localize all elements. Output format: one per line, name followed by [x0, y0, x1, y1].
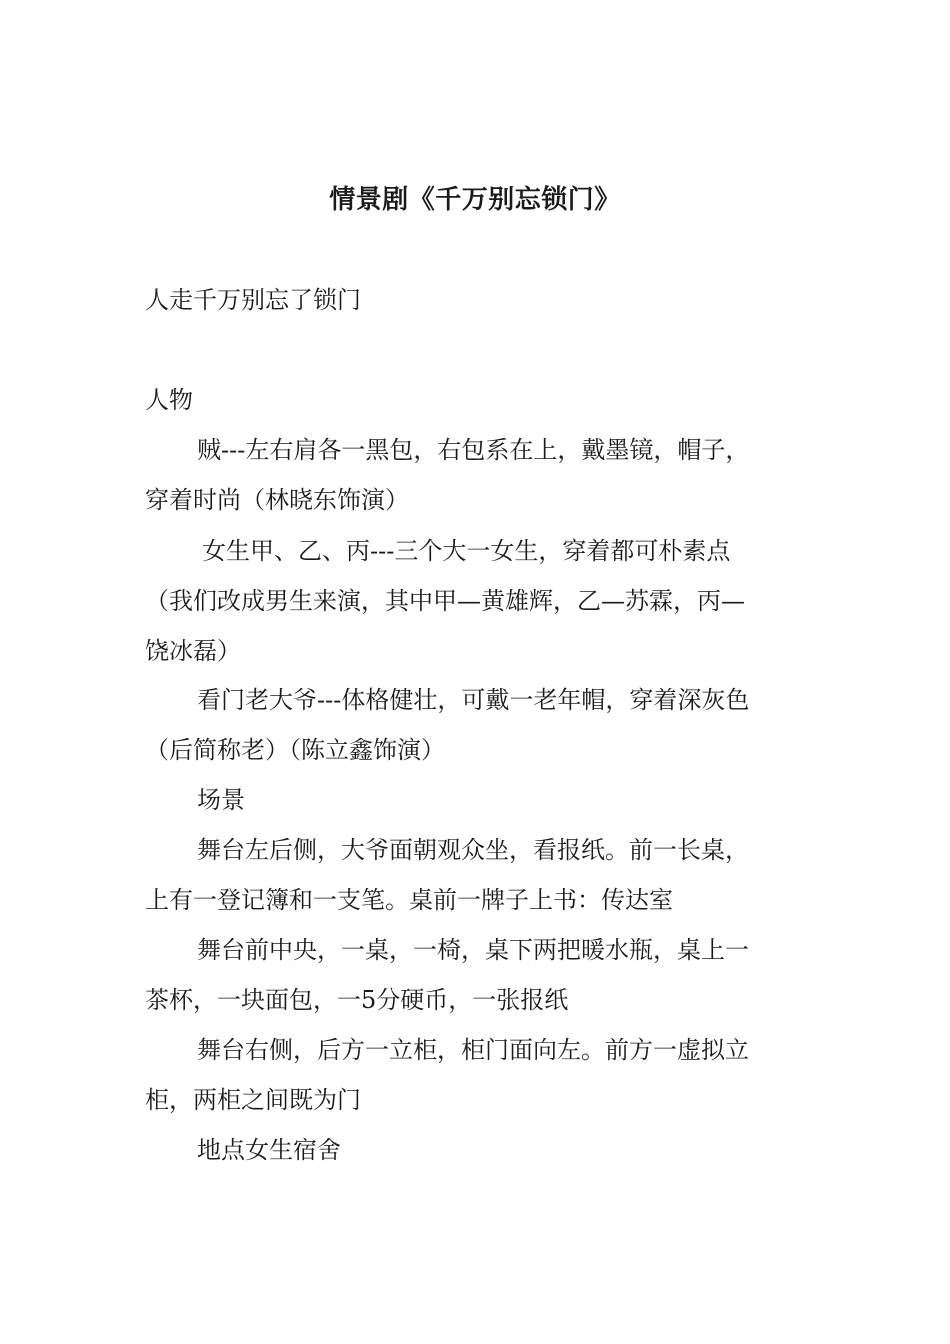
character-thief-line-1: 贼---左右肩各一黑包，右包系在上，戴墨镜，帽子，	[197, 436, 750, 464]
location-line: 地点女生宿舍	[197, 1136, 341, 1164]
scene-desc-1-line-1: 舞台左后侧，大爷面朝观众坐，看报纸。前一长桌，	[197, 836, 749, 864]
character-guard-line-2: （后简称老）（陈立鑫饰演）	[145, 736, 445, 764]
scene-desc-1-line-2: 上有一登记簿和一支笔。桌前一牌子上书：传达室	[145, 886, 673, 914]
scene-desc-3-line-1: 舞台右侧，后方一立柜，柜门面向左。前方一虚拟立	[197, 1036, 749, 1064]
character-guard-line-1: 看门老大爷---体格健壮，可戴一老年帽，穿着深灰色	[197, 686, 750, 714]
character-thief-line-2: 穿着时尚（林晓东饰演）	[145, 486, 409, 514]
characters-heading: 人物	[145, 386, 193, 414]
character-girls-line-1: 女生甲、乙、丙---三个大一女生，穿着都可朴素点	[202, 537, 731, 565]
document-title: 情景剧《千万别忘锁门》	[329, 185, 621, 215]
scene-desc-2-line-1: 舞台前中央，一桌，一椅，桌下两把暖水瓶，桌上一	[197, 936, 749, 964]
scene-desc-2-line-2: 茶杯，一块面包，一5分硬币，一张报纸	[145, 986, 569, 1014]
character-girls-line-2: （我们改成男生来演，其中甲—黄雄辉，乙—苏霖，丙—	[145, 587, 745, 615]
character-girls-line-3: 饶冰磊）	[145, 637, 241, 665]
scene-heading: 场景	[197, 786, 245, 814]
document-subtitle: 人走千万别忘了锁门	[145, 286, 361, 314]
scene-desc-3-line-2: 柜，两柜之间既为门	[145, 1086, 361, 1114]
